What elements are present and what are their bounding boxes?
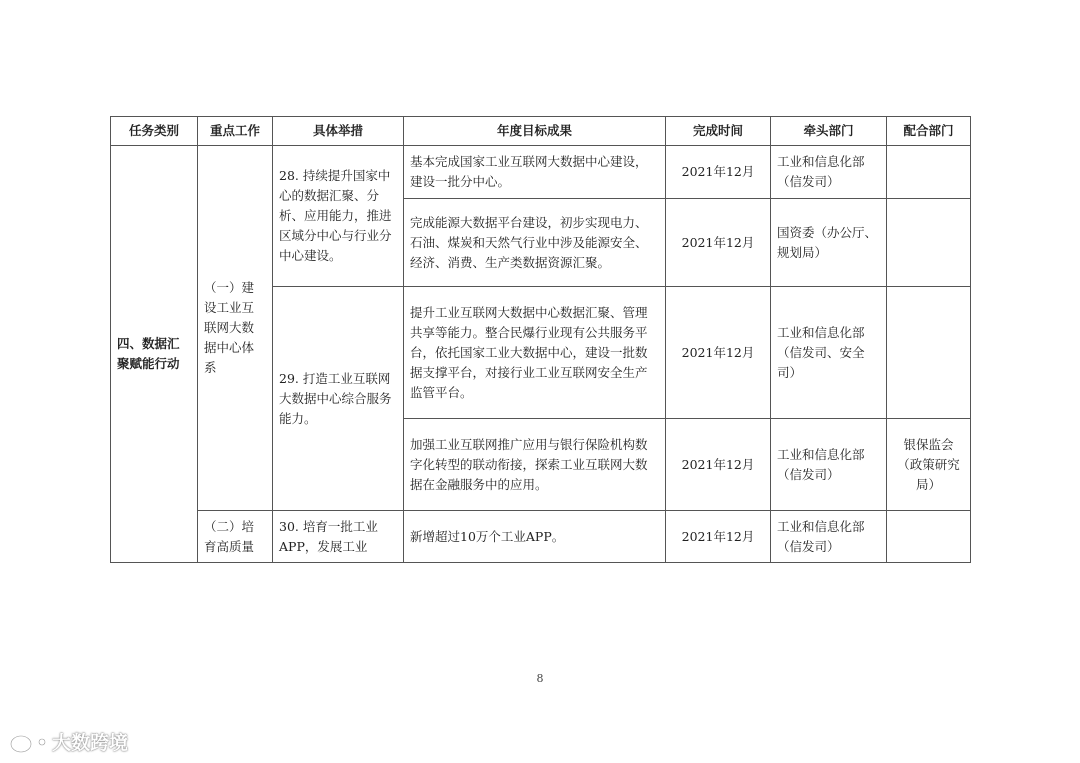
lead-department-cell: 国资委（办公厅、规划局） xyxy=(771,199,887,287)
time-cell: 2021年12月 xyxy=(666,199,771,287)
measure-cell: 30. 培育一批工业APP，发展工业 xyxy=(273,511,404,563)
table-row xyxy=(111,146,971,199)
header-supporting-department: 配合部门 xyxy=(887,117,971,146)
key-work-cell: （二）培育高质量 xyxy=(198,511,273,563)
header-specific-measures: 具体举措 xyxy=(273,117,404,146)
key-work-cell: （一）建设工业互联网大数据中心体系 xyxy=(198,146,273,511)
task-category-cell: 四、数据汇聚赋能行动 xyxy=(111,146,198,563)
header-task-category: 任务类别 xyxy=(111,117,198,146)
time-cell: 2021年12月 xyxy=(666,419,771,511)
time-cell: 2021年12月 xyxy=(666,287,771,419)
measure-cell: 29. 打造工业互联网大数据中心综合服务能力。 xyxy=(273,287,404,511)
weibo-logo-icon xyxy=(8,729,48,755)
supporting-department-cell: 银保监会（政策研究局） xyxy=(887,419,971,511)
supporting-department-cell xyxy=(887,146,971,199)
lead-department-cell: 工业和信息化部（信发司、安全司） xyxy=(771,287,887,419)
goal-cell: 新增超过10万个工业APP。 xyxy=(404,511,666,563)
task-table xyxy=(110,116,971,563)
goal-cell: 提升工业互联网大数据中心数据汇聚、管理共享等能力。整合民爆行业现有公共服务平台，依托国家工业大数据中心，建设一批数据支撑平台，对接行业工业互联网安全生产监管平台。 xyxy=(404,287,666,419)
header-completion-time: 完成时间 xyxy=(666,117,771,146)
supporting-department-cell xyxy=(887,199,971,287)
header-key-work: 重点工作 xyxy=(198,117,273,146)
measure-cell: 28. 持续提升国家中心的数据汇聚、分析、应用能力，推进区域分中心与行业分中心建设。 xyxy=(273,146,404,287)
page-number: 8 xyxy=(536,672,544,685)
table-header-row xyxy=(111,117,971,146)
supporting-department-cell xyxy=(887,511,971,563)
goal-cell: 加强工业互联网推广应用与银行保险机构数字化转型的联动衔接，探索工业互联网大数据在金融服务中的应用。 xyxy=(404,419,666,511)
supporting-department-cell xyxy=(887,287,971,419)
lead-department-cell: 工业和信息化部（信发司） xyxy=(771,419,887,511)
goal-cell: 完成能源大数据平台建设，初步实现电力、石油、煤炭和天然气行业中涉及能源安全、经济、消费、生产类数据资源汇聚。 xyxy=(404,199,666,287)
header-lead-department: 牵头部门 xyxy=(771,117,887,146)
lead-department-cell: 工业和信息化部（信发司） xyxy=(771,146,887,199)
watermark xyxy=(8,728,128,755)
lead-department-cell: 工业和信息化部（信发司） xyxy=(771,511,887,563)
time-cell: 2021年12月 xyxy=(666,146,771,199)
time-cell: 2021年12月 xyxy=(666,511,771,563)
goal-cell: 基本完成国家工业互联网大数据中心建设，建设一批分中心。 xyxy=(404,146,666,199)
table-row xyxy=(111,511,971,563)
header-annual-goals: 年度目标成果 xyxy=(404,117,666,146)
watermark-text: 大数跨境 xyxy=(52,732,129,754)
